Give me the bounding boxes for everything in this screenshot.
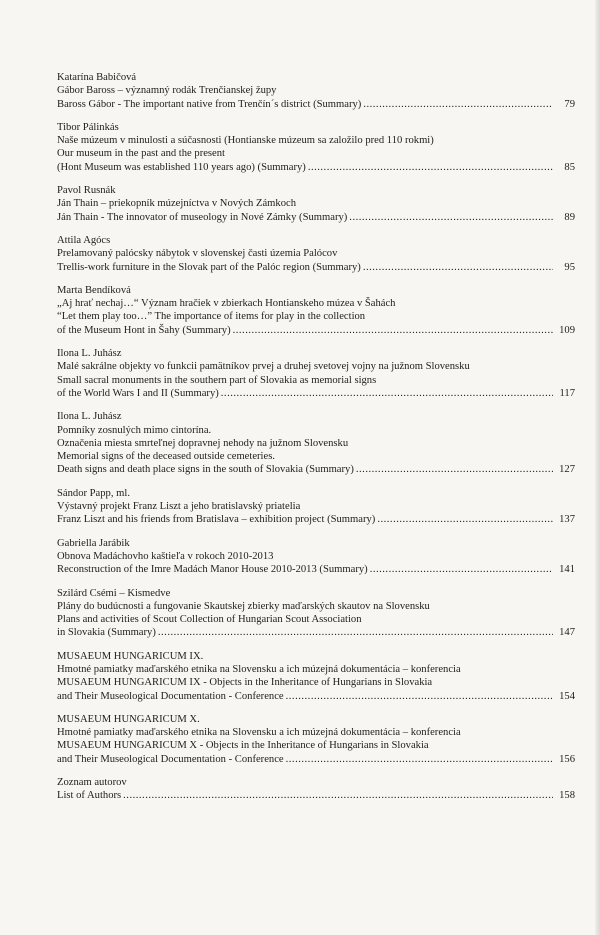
toc-summary-title: Reconstruction of the Imre Madách Manor House 2010-2013 (Summary)	[57, 564, 368, 576]
toc-page-number: 154	[559, 690, 575, 702]
toc-page-line	[57, 753, 575, 766]
toc-page-number: 89	[564, 211, 575, 223]
toc-title-line: Small sacral monuments in the southern part of Slovakia as memorial signs	[57, 374, 377, 386]
toc-page-line	[57, 690, 575, 703]
toc-author: Ilona L. Juhász	[57, 411, 122, 423]
toc-page-line	[57, 626, 575, 639]
toc-title-line: Výstavný projekt Franz Liszt a jeho bratislavský priatelia	[57, 501, 301, 513]
toc-author: MUSAEUM HUNGARICUM X.	[57, 713, 200, 725]
toc-author: Szilárd Csémi – Kismedve	[57, 587, 171, 599]
toc-title-line: Ján Thain – priekopník múzejníctva v Nových Zámkoch	[57, 198, 296, 210]
toc-author: Marta Bendíková	[57, 284, 131, 296]
toc-page-line	[57, 463, 575, 476]
toc-entry	[57, 487, 575, 527]
toc-summary-title: and Their Museological Documentation - Conference	[57, 690, 284, 702]
toc-page-number: 109	[559, 324, 575, 336]
toc-entry	[57, 71, 575, 111]
toc-title-line: Plány do budúcnosti a fungovanie Skautskej zbierky maďarských skautov na Slovensku	[57, 600, 430, 612]
toc-title-line: MUSAEUM HUNGARICUM IX - Objects in the Inheritance of Hungarians in Slovakia	[57, 677, 433, 689]
toc-page-number: 85	[564, 161, 575, 173]
toc-entry	[57, 587, 575, 640]
toc-title-line: Plans and activities of Scout Collection of Hungarian Scout Association	[57, 614, 362, 626]
toc-title-line: Pomníky zosnulých mimo cintorína.	[57, 424, 212, 436]
toc-summary-title: in Slovakia (Summary)	[57, 627, 156, 639]
dot-leader	[370, 563, 553, 576]
toc-page-number: 158	[559, 790, 575, 802]
toc-page-line	[57, 513, 575, 526]
toc-title-line: Naše múzeum v minulosti a súčasnosti (Hontianske múzeum sa založilo pred 110 rokmi)	[57, 135, 434, 147]
toc-author: Pavol Rusnák	[57, 185, 116, 197]
toc-entry	[57, 713, 575, 766]
toc-summary-title: Trellis-work furniture in the Slovak part of the Palóc region (Summary)	[57, 261, 361, 273]
toc-page-line	[57, 387, 575, 400]
toc-title-line: “Let them play too…” The importance of items for play in the collection	[57, 311, 366, 323]
toc-entry	[57, 537, 575, 577]
dot-leader	[377, 513, 553, 526]
toc-entry	[57, 184, 575, 224]
toc-author: Sándor Papp, ml.	[57, 487, 130, 499]
toc-page-number: 127	[559, 464, 575, 476]
toc-summary-title: of the Museum Hont in Šahy (Summary)	[57, 324, 231, 336]
toc-page-number: 95	[564, 261, 575, 273]
toc-page-number: 141	[559, 564, 575, 576]
toc-entry	[57, 776, 575, 803]
toc-author: Tibor Pálinkás	[57, 121, 119, 133]
toc-title-line: „Aj hrať nechaj…“ Význam hračiek v zbierkach Hontianskeho múzea v Šahách	[57, 298, 396, 310]
toc-page-line	[57, 789, 575, 802]
toc-summary-title: List of Authors	[57, 790, 122, 802]
page-edge	[595, 0, 600, 935]
toc-page-number: 156	[559, 753, 575, 765]
table-of-contents	[57, 71, 575, 813]
toc-entry	[57, 347, 575, 400]
dot-leader	[308, 161, 553, 174]
toc-summary-title: Death signs and death place signs in the south of Slovakia (Summary)	[57, 464, 354, 476]
toc-page-line	[57, 563, 575, 576]
toc-summary-title: (Hont Museum was established 110 years ago) (Summary)	[57, 161, 306, 173]
toc-title-line: MUSAEUM HUNGARICUM X - Objects in the Inheritance of Hungarians in Slovakia	[57, 740, 429, 752]
toc-summary-title: Baross Gábor - The important native from Trenčín´s district (Summary)	[57, 98, 362, 110]
toc-author: Katarína Babičová	[57, 72, 137, 83]
toc-title-line: Hmotné pamiatky maďarského etnika na Slovensku a ich múzejná dokumentácia – konferencia	[57, 727, 461, 739]
toc-summary-title: and Their Museological Documentation - Conference	[57, 753, 284, 765]
toc-title-line: Obnova Madáchovho kaštieľa v rokoch 2010-2013	[57, 550, 274, 562]
toc-page-number: 117	[559, 387, 575, 399]
toc-page-number: 79	[564, 98, 575, 110]
toc-page-line	[57, 324, 575, 337]
toc-title-line: Označenia miesta smrteľnej dopravnej nehody na južnom Slovensku	[57, 437, 349, 449]
dot-leader	[363, 261, 553, 274]
toc-page-line	[57, 98, 575, 111]
dot-leader	[349, 211, 553, 224]
toc-entry	[57, 410, 575, 476]
toc-title-line: Memorial signs of the deceased outside cemeteries.	[57, 451, 275, 463]
toc-title-line: Our museum in the past and the present	[57, 148, 225, 160]
toc-summary-title: Franz Liszt and his friends from Bratislava – exhibition project (Summary)	[57, 514, 376, 526]
toc-page-line	[57, 211, 575, 224]
toc-title-line: Hmotné pamiatky maďarského etnika na Slovensku a ich múzejná dokumentácia – konferencia	[57, 663, 461, 675]
toc-author: Ilona L. Juhász	[57, 348, 122, 360]
dot-leader	[158, 626, 553, 639]
dot-leader	[221, 387, 553, 400]
toc-page-number: 137	[559, 514, 575, 526]
toc-title-line: Prelamovaný palócsky nábytok v slovenskej časti územia Palócov	[57, 248, 338, 260]
toc-summary-title: of the World Wars I and II (Summary)	[57, 387, 219, 399]
dot-leader	[356, 463, 553, 476]
toc-author: Attila Agócs	[57, 234, 111, 246]
toc-entry	[57, 121, 575, 174]
dot-leader	[363, 98, 553, 111]
toc-author: Gabriella Jarábik	[57, 537, 130, 549]
toc-author: Zoznam autorov	[57, 777, 127, 789]
dot-leader	[123, 789, 553, 802]
toc-entry	[57, 284, 575, 337]
toc-title-line: Gábor Baross – významný rodák Trenčianskej župy	[57, 85, 277, 97]
toc-author: MUSAEUM HUNGARICUM IX.	[57, 650, 204, 662]
toc-page-line	[57, 261, 575, 274]
toc-page-line	[57, 161, 575, 174]
toc-entry	[57, 650, 575, 703]
toc-summary-title: Ján Thain - The innovator of museology in Nové Zámky (Summary)	[57, 211, 348, 223]
toc-title-line: Malé sakrálne objekty vo funkcii pamätníkov prvej a druhej svetovej vojny na južnom Slovensku	[57, 361, 470, 373]
dot-leader	[286, 753, 553, 766]
toc-page-number: 147	[559, 627, 575, 639]
dot-leader	[286, 690, 553, 703]
toc-entry	[57, 234, 575, 274]
dot-leader	[233, 324, 553, 337]
